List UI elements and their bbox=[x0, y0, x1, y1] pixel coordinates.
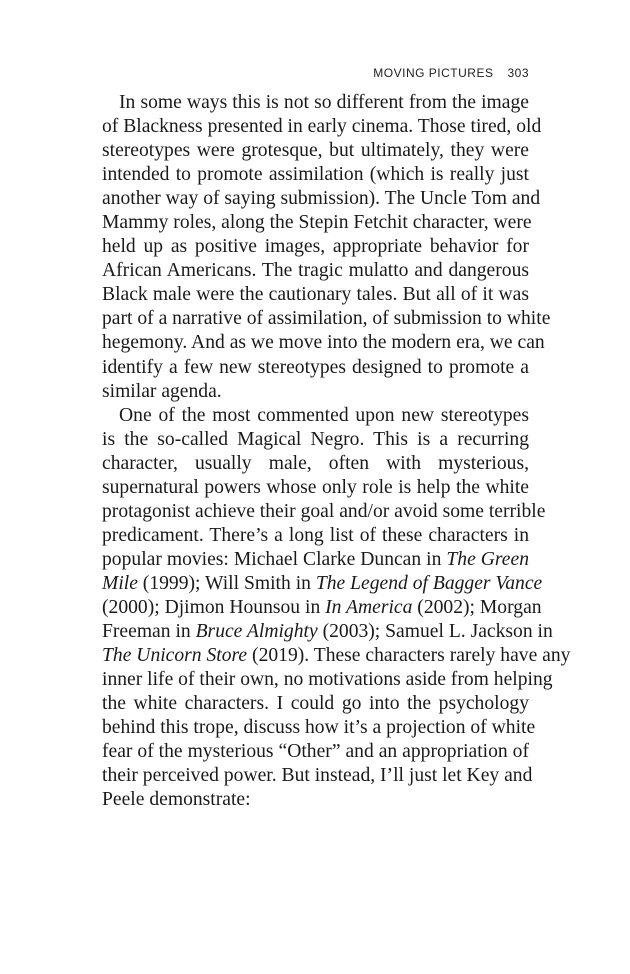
text-line: One of the most commented upon new stereotypes bbox=[119, 404, 529, 426]
text-run: (2019). These characters rarely have any bbox=[247, 645, 571, 667]
text-line bbox=[102, 596, 542, 620]
paragraph-1 bbox=[102, 91, 551, 404]
text-line bbox=[102, 572, 543, 596]
text-line: of Blackness presented in early cinema. Those tired, old bbox=[102, 116, 542, 138]
text-line: identify a few new stereotypes designed to promote a bbox=[102, 356, 529, 378]
text-run: (2003); Samuel L. Jackson in bbox=[317, 621, 553, 643]
film-title: Bruce Almighty bbox=[195, 621, 318, 643]
text-line: another way of saying submission). The Uncle Tom and bbox=[102, 188, 541, 210]
film-title: The Green bbox=[446, 548, 530, 570]
text-line bbox=[102, 644, 571, 668]
text-line bbox=[102, 548, 529, 572]
text-line: predicament. There’s a long list of these characters in bbox=[102, 524, 529, 546]
text-line: similar agenda. bbox=[102, 380, 222, 402]
page-number: 303 bbox=[507, 66, 529, 80]
text-line: Black male were the cautionary tales. But all of it was bbox=[102, 284, 529, 306]
film-title: In America bbox=[325, 596, 413, 618]
running-head bbox=[373, 66, 529, 80]
text-line: held up as positive images, appropriate behavior for bbox=[102, 236, 529, 258]
text-run: (2000); Djimon Hounsou in bbox=[102, 596, 326, 618]
text-line: Mammy roles, along the Stepin Fetchit character, were bbox=[102, 212, 532, 234]
text-line: fear of the mysterious “Other” and an appropriation of bbox=[102, 741, 529, 763]
text-line bbox=[102, 620, 553, 644]
text-line: protagonist achieve their goal and/or avoid some terrible bbox=[102, 500, 546, 522]
text-line: intended to promote assimilation (which is really just bbox=[102, 164, 529, 186]
text-line: is the so-called Magical Negro. This is a recurring bbox=[102, 428, 529, 450]
text-line: inner life of their own, no motivations aside from helping bbox=[102, 669, 553, 691]
text-line: supernatural powers whose only role is help the white bbox=[102, 476, 529, 498]
text-run: (1999); Will Smith in bbox=[137, 572, 316, 594]
text-line: the white characters. I could go into the psychology bbox=[102, 693, 529, 715]
text-line: In some ways this is not so different from the image bbox=[119, 92, 529, 113]
film-title: Mile bbox=[102, 572, 138, 594]
text-run: Freeman in bbox=[102, 621, 196, 643]
text-run: popular movies: Michael Clarke Duncan in bbox=[102, 548, 447, 570]
text-run: (2002); Morgan bbox=[412, 596, 542, 618]
text-line: Peele demonstrate: bbox=[102, 789, 251, 811]
paragraph-2 bbox=[102, 404, 571, 813]
text-line: character, usually male, often with mysterious, bbox=[102, 452, 529, 474]
text-line: hegemony. And as we move into the modern era, we can bbox=[102, 332, 545, 354]
running-title: MOVING PICTURES bbox=[373, 66, 494, 80]
text-line: stereotypes were grotesque, but ultimately, they were bbox=[102, 140, 529, 162]
body-text bbox=[102, 91, 571, 812]
text-line: part of a narrative of assimilation, of submission to white bbox=[102, 308, 551, 330]
film-title: The Legend of Bagger Vance bbox=[315, 572, 543, 594]
film-title: The Unicorn Store bbox=[102, 645, 248, 667]
text-line: African Americans. The tragic mulatto and dangerous bbox=[102, 260, 529, 282]
text-line: behind this trope, discuss how it’s a projection of white bbox=[102, 717, 536, 739]
text-line: their perceived power. But instead, I’ll just let Key and bbox=[102, 765, 533, 787]
